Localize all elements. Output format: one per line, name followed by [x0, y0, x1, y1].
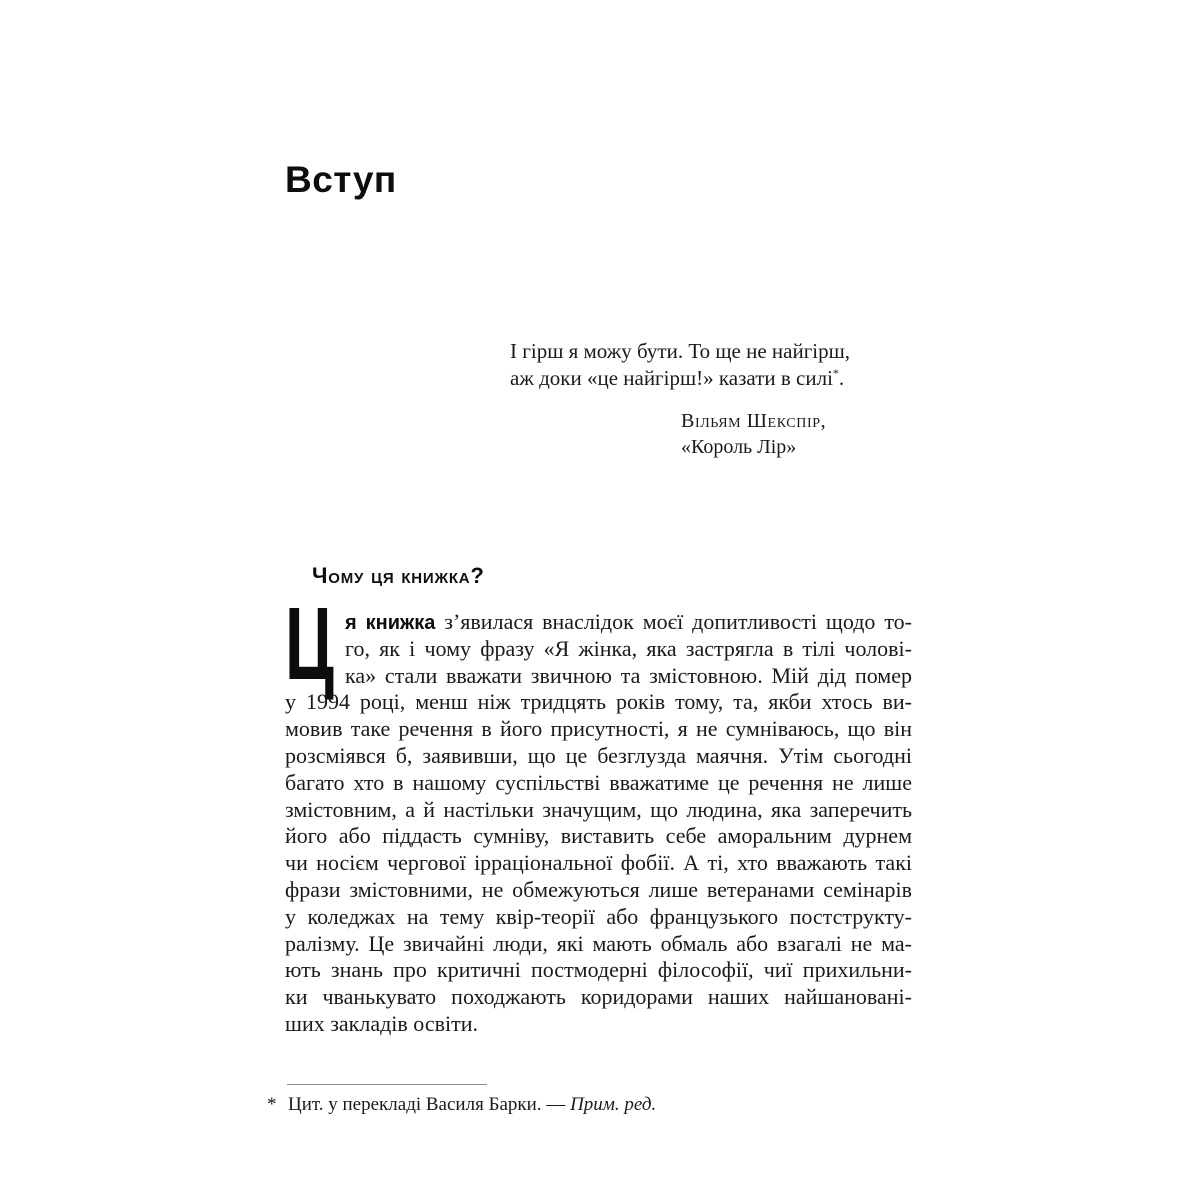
epigraph: [510, 338, 870, 392]
paragraph-line: ших закладів освіти.: [285, 1010, 478, 1036]
footnote-text-italic: Прим. ред.: [570, 1094, 657, 1115]
paragraph-line: чи носієм чергової ірраціональної фобії. А ті, хто вважають такі: [285, 850, 912, 876]
paragraph-line: у 1994 році, менш ніж тридцять років тому, та, якби хтось ви-: [285, 689, 912, 715]
footnote-ref-asterisk: *: [832, 366, 839, 380]
paragraph-line: ки чванькувато походжають коридорами наших найшановані-: [285, 984, 912, 1010]
footnote: [267, 1093, 887, 1117]
paragraph-line: у коледжах на тему квір-теорії або французького постструкту-: [285, 903, 912, 929]
section-heading: Чому ця книжка?: [312, 563, 485, 588]
epigraph-line-text: аж доки «це найгірш!» казати в силі: [510, 366, 833, 390]
footnote-divider: [287, 1084, 487, 1085]
footnote-text: [288, 1093, 656, 1117]
paragraph-line-text: з’явилася внаслідок моєї допитливості щодо то-: [435, 609, 912, 634]
paragraph-line: [345, 609, 912, 636]
epigraph-line-text: І гірш я можу бути. То ще не найгірш,: [510, 339, 851, 363]
attribution-work: «Король Лір»: [681, 436, 797, 458]
paragraph-line: багато хто в нашому суспільстві вважатиме це речення не лише: [285, 769, 912, 795]
paragraph-line: ють знань про критичні постмодерні філософії, чиї прихильни-: [285, 957, 912, 983]
epigraph-attribution: [681, 408, 826, 460]
paragraph-line: його або піддасть сумніву, виставить себе аморальним дурнем: [285, 823, 912, 849]
chapter-title: Вступ: [285, 159, 397, 200]
epigraph-line-punct: .: [838, 366, 845, 390]
paragraph-line: го, як і чому фразу «Я жінка, яка застрягла в тілі чолові-: [345, 635, 912, 661]
paragraph-line: ка» стали вважати звичною та змістовною. Мій дід помер: [345, 662, 912, 688]
footnote-text-main: Цит. у перекладі Василя Барки. —: [288, 1094, 571, 1115]
epigraph-line: [510, 365, 870, 392]
footnote-marker: *: [267, 1094, 277, 1115]
paragraph-line: змістовним, а й настільки значущим, що людина, яка заперечить: [285, 796, 912, 822]
drop-cap: Ц: [285, 586, 334, 701]
paragraph-line: мовив таке речення в його присутності, я не сумніваюсь, що він: [285, 716, 912, 742]
paragraph-line: розсміявся б, заявивши, що це безглузда маячня. Утім сьогодні: [285, 742, 912, 768]
body-paragraph: [285, 586, 912, 1038]
lead-words: я книжка: [345, 612, 436, 634]
paragraph-line: ралізму. Це звичайні люди, які мають обмаль або взагалі не ма-: [285, 930, 912, 956]
epigraph-line: [510, 338, 870, 365]
paragraph-line: фрази змістовними, не обмежуються лише ветеранами семінарів: [285, 876, 912, 902]
attribution-author: Вільям Шекспір,: [681, 410, 827, 432]
